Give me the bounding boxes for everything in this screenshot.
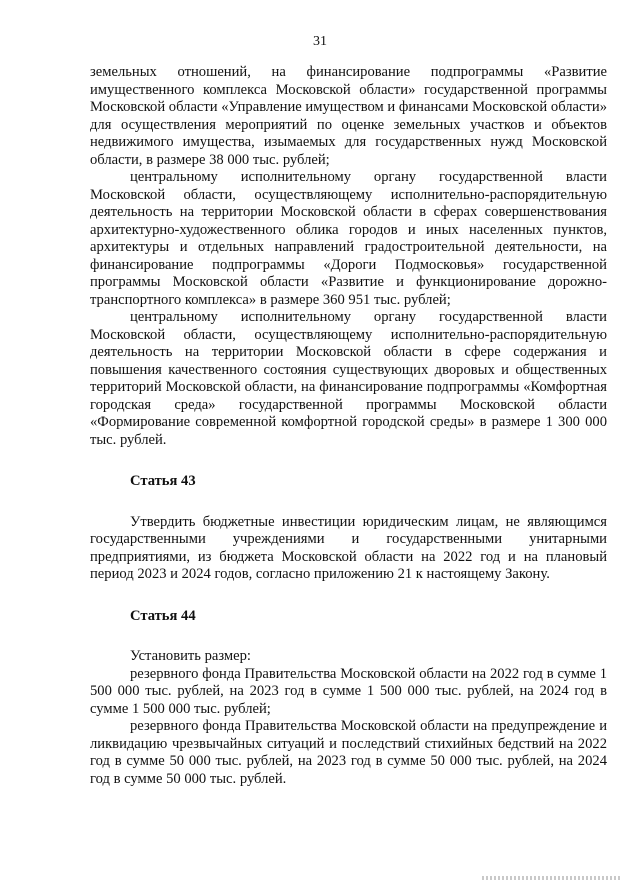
article-43-text: Утвердить бюджетные инвестиции юридическим лицам, не являющимся государственными учреждениями и государственными унитарными предприятиями, из бюджета Московской области на 2022 год и на плановый период 2023 и 2024 годов, согласно приложению 21 к настоящему Закону. xyxy=(90,513,607,582)
scan-edge-mark xyxy=(482,876,622,880)
article-43-heading: Статья 43 xyxy=(130,473,196,489)
article-44-intro: Установить размер: xyxy=(130,648,251,664)
article-44-heading: Статья 44 xyxy=(130,607,196,624)
paragraph-architecture-organ: центральному исполнительному органу государственной власти Московской области, осуществляющему исполнительно-распорядительную деятельность на территории Московской области в сферах совершенствования архитектурно-художественного облика городов и иных населенных пунктов, архитектуры и отдельных направлений градостроительной деятельности, на финансирование подпрограммы «Дороги Подмосковья» государственной программы Московской области «Развитие и функционирование дорожно-транспортного комплекса» в размере 360 951 тыс. рублей; xyxy=(90,169,607,308)
article-44-item-emergency-fund: резервного фонда Правительства Московской области на предупреждение и ликвидацию чрезвычайных ситуаций и последствий стихийных бедствий на 2022 год в сумме 50 000 тыс. рублей, на 2023 год в сумме 50 000 тыс. рублей, на 2024 год в сумме 50 000 тыс. рублей. xyxy=(90,718,607,787)
paragraph-continuation: земельных отношений, на финансирование подпрограммы «Развитие имущественного комплекса Московской области» государственной программы Московской области «Управление имуществом и финансами Московской области» для осуществления мероприятий по оценке земельных участков и объектов недвижимого имущества, изымаемых для государственных нужд Московской области, в размере 38 000 тыс. рублей; xyxy=(90,64,607,168)
article-44-item-reserve-fund: резервного фонда Правительства Московской области на 2022 год в сумме 1 500 000 тыс. рублей, на 2023 год в сумме 1 500 000 тыс. рублей, на 2024 год в сумме 1 500 000 тыс. рублей; xyxy=(90,665,607,717)
document-body xyxy=(90,64,607,788)
page-number: 31 xyxy=(313,34,327,49)
paragraph-territories-organ: центральному исполнительному органу государственной власти Московской области, осуществляющему исполнительно-распорядительную деятельность на территории Московской области в сфере содержания и повышения качественного состояния существующих дворовых и общественных территорий Московской области, на финансирование подпрограммы «Комфортная городская среда» государственной программы Московской области «Формирование современной комфортной городской среды» в размере 1 300 000 тыс. рублей. xyxy=(90,309,607,448)
